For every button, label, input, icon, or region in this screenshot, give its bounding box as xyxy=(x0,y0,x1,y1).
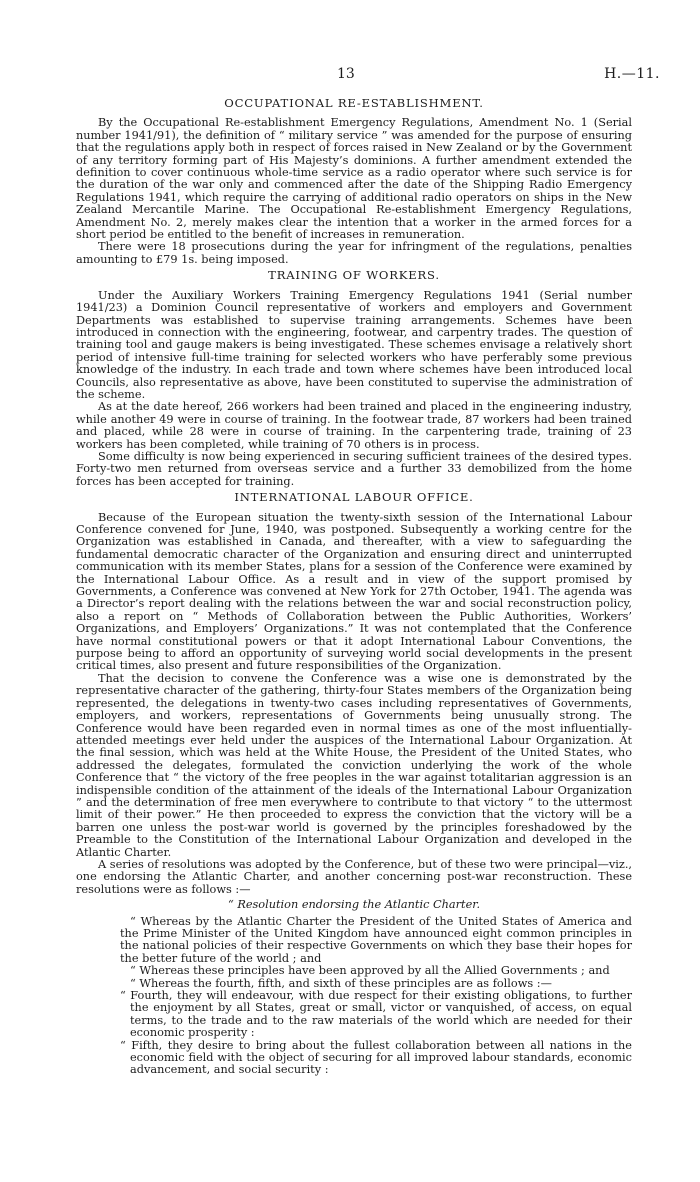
paragraph: Some difficulty is now being experienced in securing sufficient trainees of the desired types. Forty-two men returned from overseas service and a further 33 demobilized from the home forces has been accepted for training. xyxy=(76,449,632,488)
resolution-atlantic-charter xyxy=(76,899,632,1077)
document-body xyxy=(76,97,632,1077)
section-heading: INTERNATIONAL LABOUR OFFICE. xyxy=(234,490,474,505)
section-training-of-workers xyxy=(76,269,632,488)
paragraph: That the decision to convene the Conference was a wise one is demonstrated by the representative character of the gathering, thirty-four States members of the Organization being represented, the delegations in twenty-two cases including representatives of Governments, employers, and workers, representations of Governments being unusually strong. The Conference would have been regarded even in normal times as one of the most influentially-attended meetings ever held under the auspices of the International Labour Organization. At the final session, which was held at the White House, the President of the United States, who addressed the delegates, formulated the conviction underlying the work of the whole Conference that “ the victory of the free peoples in the war against totalitarian aggression is an indispensible condition of the attainment of the ideals of the International Labour Organization ” and the determination of free men everywhere to contribute to that victory “ to the uttermost limit of their power.” He then proceeded to express the conviction that the victory will be a barren one unless the post-war world is governed by the principles foreshadowed by the Preamble to the Constitution of the International Labour Organization and developed in the Atlantic Charter. xyxy=(76,671,632,859)
resolution-clause: “ Whereas by the Atlantic Charter the President of the United States of America and the Prime Minister of the United Kingdom have announced eight common principles in the national policies of their respective Governments on which they base their hopes for the better future of the world ; and xyxy=(120,914,632,965)
page-number: 13 xyxy=(337,66,355,82)
paragraph: There were 18 prosecutions during the year for infringment of the regulations, penalties amounting to £79 1s. being imposed. xyxy=(76,240,632,266)
document-code: H.—11. xyxy=(604,66,660,82)
paragraph: As at the date hereof, 266 workers had been trained and placed in the engineering industry, while another 49 were in course of training. In the footwear trade, 87 workers had been trained and placed, while 28 were in course of training. In the carpentering trade, training of 23 workers has been completed, while training of 70 others is in process. xyxy=(76,400,632,451)
resolution-principle: “ Fourth, they will endeavour, with due respect for their existing obligations, to further the enjoyment by all States, great or small, victor or vanquished, of access, on equal terms, to the trade and to the raw materials of the world which are needed for their economic prosperity : xyxy=(120,989,632,1040)
resolution-title: “ Resolution endorsing the Atlantic Charter. xyxy=(227,898,481,912)
section-heading: TRAINING OF WORKERS. xyxy=(268,268,440,283)
section-occupational-re-establishment xyxy=(76,97,632,266)
section-heading: OCCUPATIONAL RE-ESTABLISHMENT. xyxy=(224,96,484,110)
resolution-clause: “ Whereas these principles have been approved by all the Allied Governments ; and xyxy=(130,964,610,978)
paragraph: Under the Auxiliary Workers Training Emergency Regulations 1941 (Serial number 1941/23) a Dominion Council representative of workers and employers and Government Departments was established to supervise training arrangements. Schemes have been introduced in connection with the engineering, footwear, and carpentry trades. The question of training tool and gauge makers is being investigated. These schemes envisage a relatively short period of intensive full-time training for selected workers who have perferably some previous knowledge of the industry. In each trade and town where schemes have been introduced local Councils, also representative as above, have been constituted to supervise the administration of the scheme. xyxy=(76,288,632,401)
page-header xyxy=(0,66,700,86)
section-international-labour-office xyxy=(76,491,632,896)
resolution-principle: “ Fifth, they desire to bring about the fullest collaboration between all nations in the economic field with the object of securing for all improved labour standards, economic advancement, and social security : xyxy=(120,1038,632,1077)
resolution-clause: “ Whereas the fourth, fifth, and sixth of these principles are as follows :— xyxy=(130,976,552,990)
paragraph: Because of the European situation the twenty-sixth session of the International Labour Conference convened for June, 1940, was postponed. Subsequently a working centre for the Organization was established in Canada, and thereafter, with a view to safeguarding the fundamental democratic character of the Organization and ensuring direct and uninterrupted communication with its member States, plans for a session of the Conference were examined by the International Labour Office. As a result and in view of the support promised by Governments, a Conference was convened at New York for 27th October, 1941. The agenda was a Director’s report dealing with the relations between the war and social reconstruction policy, also a report on “ Methods of Collaboration between the Public Authorities, Workers’ Organizations, and Employers’ Organizations.” It was not contemplated that the Conference have normal constitutional powers or that it adopt International Labour Conventions, the purpose being to afford an opportunity of surveying world social developments in the present critical times, also present and future responsibilities of the Organization. xyxy=(76,510,632,673)
paragraph: A series of resolutions was adopted by the Conference, but of these two were principal—viz., one endorsing the Atlantic Charter, and another concerning post-war reconstruction. These resolutions were as follows :— xyxy=(76,857,632,896)
paragraph: By the Occupational Re-establishment Emergency Regulations, Amendment No. 1 (Serial number 1941/91), the definition of “ military service ” was amended for the purpose of ensuring that the regulations apply both in respect of forces raised in New Zealand or by the Government of any territory forming part of His Majesty’s dominions. A further amendment extended the definition to cover continuous whole-time service as a radio operator where such service is for the duration of the war only and commenced after the date of the Shipping Radio Emergency Regulations 1941, which require the carrying of additional radio operators on ships in the New Zealand Mercantile Marine. The Occupational Re-establishment Emergency Regulations, Amendment No. 2, merely makes clear the intention that a worker in the armed forces for a short period be entitled to the benefit of increases in remuneration. xyxy=(76,116,632,242)
